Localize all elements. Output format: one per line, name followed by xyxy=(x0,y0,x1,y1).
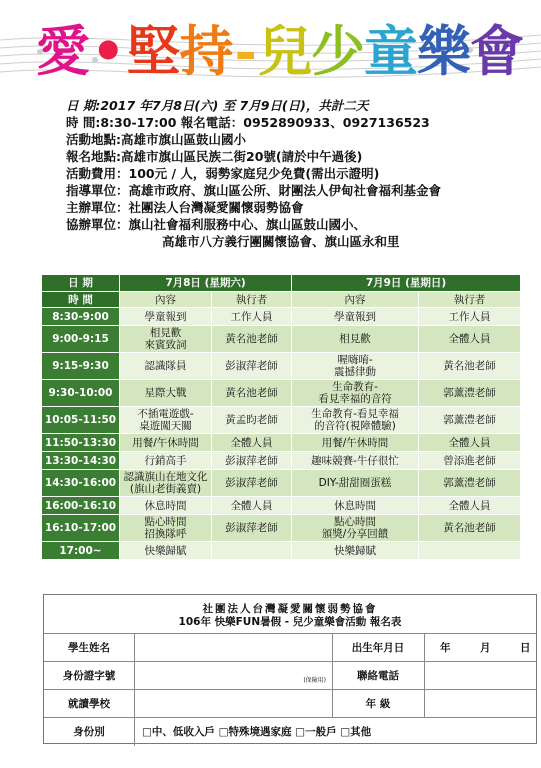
day2-content: 生命教育- 看見幸福的音符 xyxy=(292,380,419,407)
insurance-note: (保險用) xyxy=(303,677,326,684)
co-label: 協辦單位： xyxy=(66,217,129,232)
event-title xyxy=(36,8,536,94)
schedule-time: 11:50-13:30 xyxy=(42,434,120,452)
schedule-header-dates xyxy=(42,275,521,292)
identity-options[interactable]: □中、低收入戶 □特殊境遇家庭 □一般戶 □其他 xyxy=(142,726,372,738)
id-label: 身份證字號 xyxy=(62,670,116,682)
schedule-row xyxy=(42,515,521,542)
day2-exec: 全體人員 xyxy=(419,434,521,452)
schedule-time: 13:30-14:30 xyxy=(42,452,120,470)
header-time-label: 時 間 xyxy=(42,292,120,308)
day1-content: 星際大戰 xyxy=(120,380,212,407)
day1-exec: 黃名池老師 xyxy=(212,326,292,353)
day2-content: 學童報到 xyxy=(292,308,419,326)
form-header xyxy=(44,595,536,633)
day2-exec: 郭薰澧老師 xyxy=(419,380,521,407)
form-header-org: 社團法人台灣凝愛關懷弱勢協會 xyxy=(202,603,378,615)
day1-content: 點心時間 招換隊呼 xyxy=(120,515,212,542)
registration-label: 報名地點: xyxy=(66,149,121,164)
fee-label: 活動費用： xyxy=(66,166,129,181)
schedule-row xyxy=(42,308,521,326)
phone-label: 聯絡電話 xyxy=(357,670,399,682)
header-day2-content: 內容 xyxy=(292,292,419,308)
info-date-row xyxy=(66,97,536,114)
title-char: 會 xyxy=(469,19,523,83)
day1-exec xyxy=(212,542,292,560)
day2-exec xyxy=(419,542,521,560)
day1-exec: 全體人員 xyxy=(212,434,292,452)
day1-exec: 工作人員 xyxy=(212,308,292,326)
day2-exec: 黃名池老師 xyxy=(419,353,521,380)
day2-exec: 曾添進老師 xyxy=(419,452,521,470)
header-date-label: 日 期 xyxy=(42,275,120,292)
schedule-row xyxy=(42,497,521,515)
schedule-time: 9:00-9:15 xyxy=(42,326,120,353)
day1-content: 行銷高手 xyxy=(120,452,212,470)
day1-content: 休息時間 xyxy=(120,497,212,515)
date-value: 2017 年7月8日(六) 至 7月9日(日)，共計二天 xyxy=(100,98,369,113)
co-value-1: 旗山社會福利服務中心、旗山區鼓山國小、 xyxy=(128,217,367,232)
registration-form xyxy=(43,594,537,744)
schedule-time: 17:00~ xyxy=(42,542,120,560)
phone-field[interactable] xyxy=(424,662,538,690)
day1-exec: 彭淑萍老師 xyxy=(212,470,292,497)
day2-exec: 工作人員 xyxy=(419,308,521,326)
day1-content: 快樂歸賦 xyxy=(120,542,212,560)
day2-exec: 全體人員 xyxy=(419,326,521,353)
schedule-row xyxy=(42,380,521,407)
birth-day: 日 xyxy=(520,642,531,654)
venue-label: 活動地點: xyxy=(66,132,121,147)
guide-label: 指導單位： xyxy=(66,183,129,198)
identity-label: 身份別 xyxy=(73,726,105,738)
day2-content: 點心時間 頒獎/分享回饋 xyxy=(292,515,419,542)
day2-content: 生命教育-看見幸福 的音符(視障體驗) xyxy=(292,407,419,434)
day2-content: 休息時間 xyxy=(292,497,419,515)
form-row-id xyxy=(44,661,536,690)
title-char: 兒 xyxy=(257,19,311,83)
day2-exec: 全體人員 xyxy=(419,497,521,515)
day2-content: DIY-甜甜圈蛋糕 xyxy=(292,470,419,497)
schedule-time: 14:30-16:00 xyxy=(42,470,120,497)
school-field[interactable] xyxy=(136,690,332,718)
form-row-name xyxy=(44,633,536,662)
header-day1: 7月8日 (星期六) xyxy=(120,275,292,292)
day1-content: 不插電遊戲- 桌遊闖天關 xyxy=(120,407,212,434)
day1-exec: 彭淑萍老師 xyxy=(212,353,292,380)
day1-exec: 黃名池老師 xyxy=(212,380,292,407)
school-label: 就讀學校 xyxy=(68,698,110,710)
fee-value: 100元 / 人，弱勢家庭兒少免費(需出示證明) xyxy=(128,166,380,181)
info-guide-row xyxy=(66,182,536,199)
grade-label: 年 級 xyxy=(365,698,391,710)
host-label: 主辦單位： xyxy=(66,200,129,215)
title-char: 堅 xyxy=(126,19,180,83)
schedule-row xyxy=(42,353,521,380)
title-char: • xyxy=(91,19,125,83)
info-co-row-2 xyxy=(66,233,536,250)
schedule-time: 8:30-9:00 xyxy=(42,308,120,326)
day2-content: 趣味競賽-牛仔很忙 xyxy=(292,452,419,470)
day1-exec: 全體人員 xyxy=(212,497,292,515)
schedule-time: 16:10-17:00 xyxy=(42,515,120,542)
info-time-row xyxy=(66,114,536,131)
day1-content: 學童報到 xyxy=(120,308,212,326)
birth-month: 月 xyxy=(480,642,491,654)
header-day2: 7月9日 (星期日) xyxy=(292,275,521,292)
schedule-row xyxy=(42,326,521,353)
event-info xyxy=(66,97,536,250)
title-char: 少 xyxy=(310,19,364,83)
day2-content: 快樂歸賦 xyxy=(292,542,419,560)
schedule-time: 9:30-10:00 xyxy=(42,380,120,407)
day2-content: 用餐/午休時間 xyxy=(292,434,419,452)
day1-exec: 彭淑萍老師 xyxy=(212,515,292,542)
date-label: 日 期: xyxy=(66,98,101,113)
time-value: 8:30-17:00 報名電話：0952890933、0927136523 xyxy=(100,115,430,130)
schedule-row xyxy=(42,452,521,470)
info-fee-row xyxy=(66,165,536,182)
form-header-title: 106年 快樂FUN暑假 - 兒少童樂會活動 報名表 xyxy=(178,616,402,628)
day1-exec: 黃孟昀老師 xyxy=(212,407,292,434)
student-name-field[interactable] xyxy=(136,634,332,662)
schedule-header-columns xyxy=(42,292,521,308)
form-row-school xyxy=(44,689,536,718)
guide-value: 高雄市政府、旗山區公所、財團法人伊甸社會福利基金會 xyxy=(128,183,442,198)
day2-content: 喔嗨唷- 震撼律動 xyxy=(292,353,419,380)
form-row-identity xyxy=(44,717,536,746)
schedule-time: 16:00-16:10 xyxy=(42,497,120,515)
info-host-row xyxy=(66,199,536,216)
day1-content: 認識旗山在地文化 (旗山老街義賣) xyxy=(120,470,212,497)
host-value: 社團法人台灣凝愛關懷弱勢協會 xyxy=(128,200,304,215)
schedule-row xyxy=(42,542,521,560)
title-char: 愛 xyxy=(36,19,89,83)
birth-field[interactable] xyxy=(424,634,538,662)
day2-exec: 郭薰澧老師 xyxy=(419,407,521,434)
day2-exec: 郭薰澧老師 xyxy=(419,470,521,497)
day1-content: 相見歡 來賓致詞 xyxy=(120,326,212,353)
title-char: 樂 xyxy=(416,19,470,83)
header-day1-content: 內容 xyxy=(120,292,212,308)
venue-value: 高雄市旗山區鼓山國小 xyxy=(121,132,247,147)
day1-content: 認識隊員 xyxy=(120,353,212,380)
time-label: 時 間: xyxy=(66,115,101,130)
day1-content: 用餐/午休時間 xyxy=(120,434,212,452)
header-day2-exec: 執行者 xyxy=(419,292,521,308)
info-registration-row xyxy=(66,148,536,165)
schedule-row xyxy=(42,470,521,497)
day1-exec: 彭淑萍老師 xyxy=(212,452,292,470)
title-char: 童 xyxy=(363,19,417,83)
title-char: - xyxy=(234,19,256,83)
birth-label: 出生年月日 xyxy=(351,642,405,654)
schedule-table xyxy=(41,274,521,560)
info-venue-row xyxy=(66,131,536,148)
student-name-label: 學生姓名 xyxy=(68,642,110,654)
co-value-2: 高雄市八方義行團關懷協會、旗山區永和里 xyxy=(162,234,400,249)
grade-field[interactable] xyxy=(424,690,538,718)
birth-year: 年 xyxy=(440,642,451,654)
schedule-row xyxy=(42,407,521,434)
schedule-time: 10:05-11:50 xyxy=(42,407,120,434)
title-char: 持 xyxy=(179,19,233,83)
id-field[interactable] xyxy=(136,662,332,690)
day2-content: 相見歡 xyxy=(292,326,419,353)
day2-exec: 黃名池老師 xyxy=(419,515,521,542)
schedule-row xyxy=(42,434,521,452)
info-co-row xyxy=(66,216,536,233)
schedule-time: 9:15-9:30 xyxy=(42,353,120,380)
registration-value: 高雄市旗山區民族二街20號(請於中午過後) xyxy=(121,149,363,164)
header-day1-exec: 執行者 xyxy=(212,292,292,308)
